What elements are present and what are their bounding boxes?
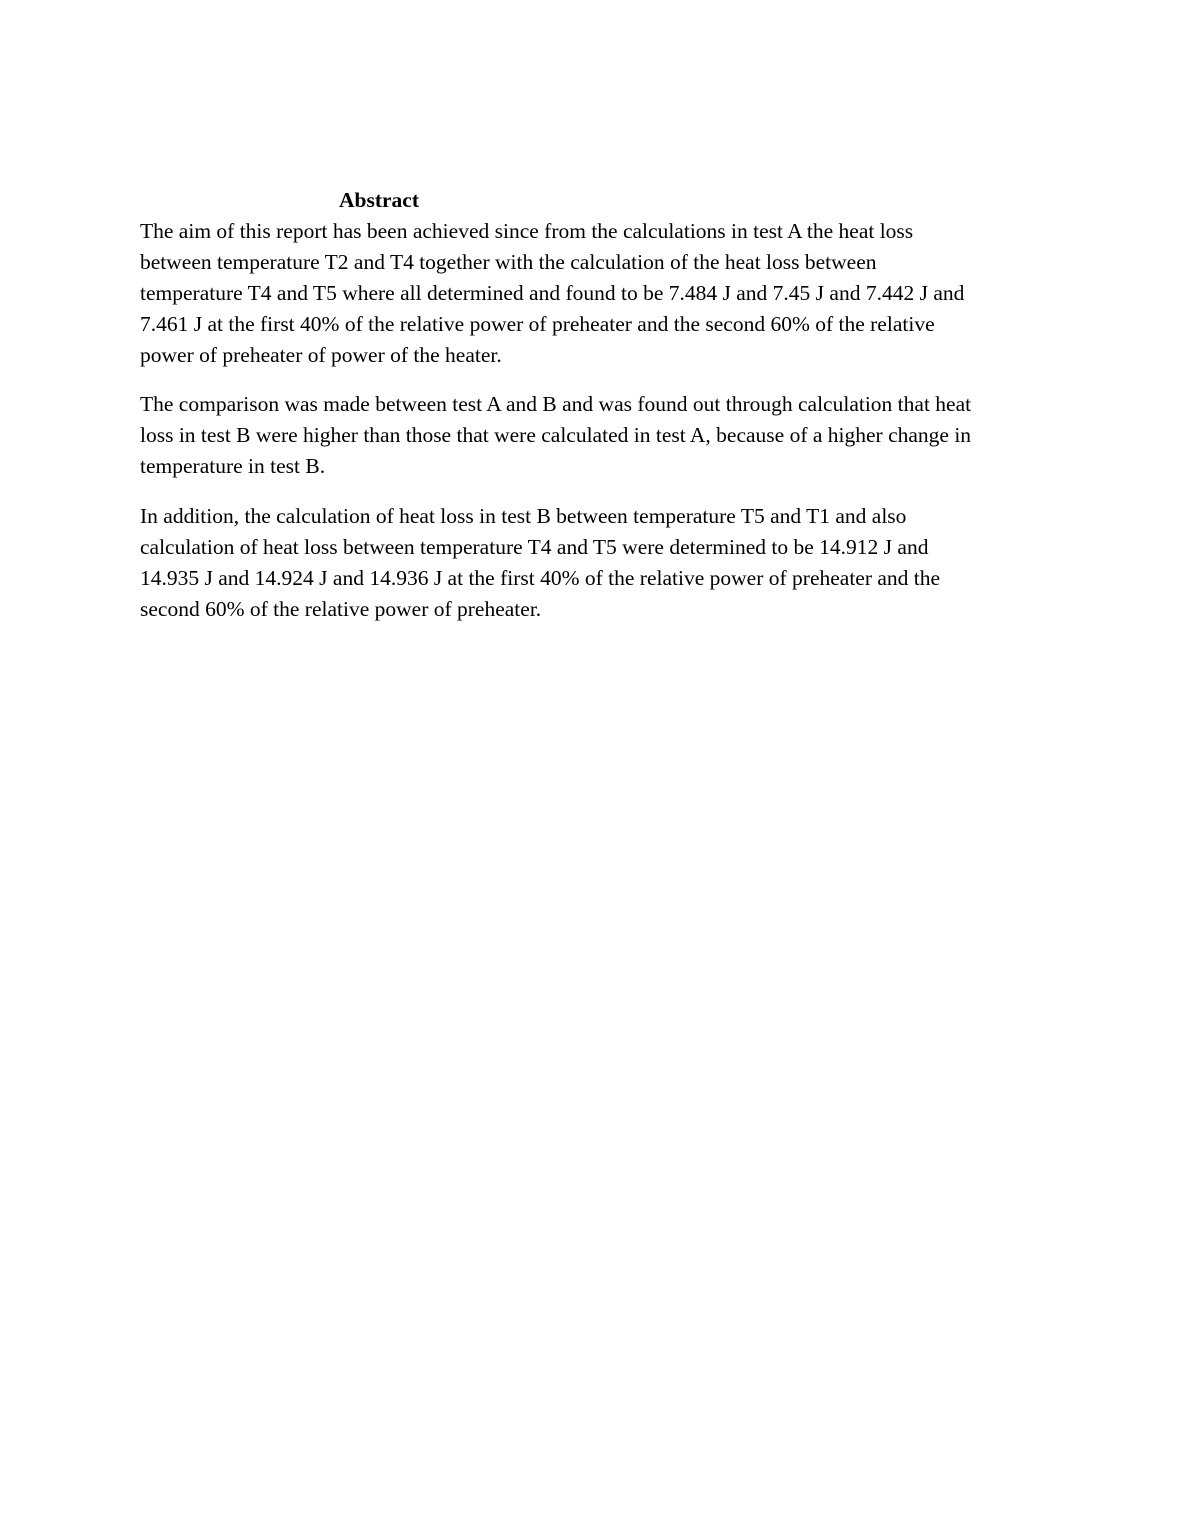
abstract-heading: Abstract: [339, 188, 420, 212]
paragraph-line: In addition, the calculation of heat loss in test B between temperature T5 and T1 and also: [140, 504, 907, 528]
paragraph-line: The aim of this report has been achieved since from the calculations in test A the heat loss: [140, 219, 914, 243]
paragraph-line: temperature T4 and T5 where all determined and found to be 7.484 J and 7.45 J and 7.442 J and: [140, 281, 965, 305]
paragraph-line: power of preheater of power of the heater.: [140, 343, 502, 367]
paragraph-line: second 60% of the relative power of preheater.: [140, 597, 542, 621]
paragraph-test-a-results: [140, 216, 1080, 371]
paragraph-line: calculation of heat loss between temperature T4 and T5 were determined to be 14.912 J and: [140, 535, 929, 559]
paragraph-line: between temperature T2 and T4 together with the calculation of the heat loss between: [140, 250, 877, 274]
paragraph-line: 7.461 J at the first 40% of the relative power of preheater and the second 60% of the relative: [140, 312, 935, 336]
paragraph-line: The comparison was made between test A and B and was found out through calculation that heat: [140, 392, 972, 416]
paragraph-line: temperature in test B.: [140, 454, 326, 478]
paragraph-line: 14.935 J and 14.924 J and 14.936 J at the first 40% of the relative power of preheater and the: [140, 566, 941, 590]
paragraph-comparison: [140, 389, 1080, 482]
paragraph-line: loss in test B were higher than those that were calculated in test A, because of a higher change in: [140, 423, 972, 447]
paragraph-test-b-results: [140, 501, 1080, 625]
